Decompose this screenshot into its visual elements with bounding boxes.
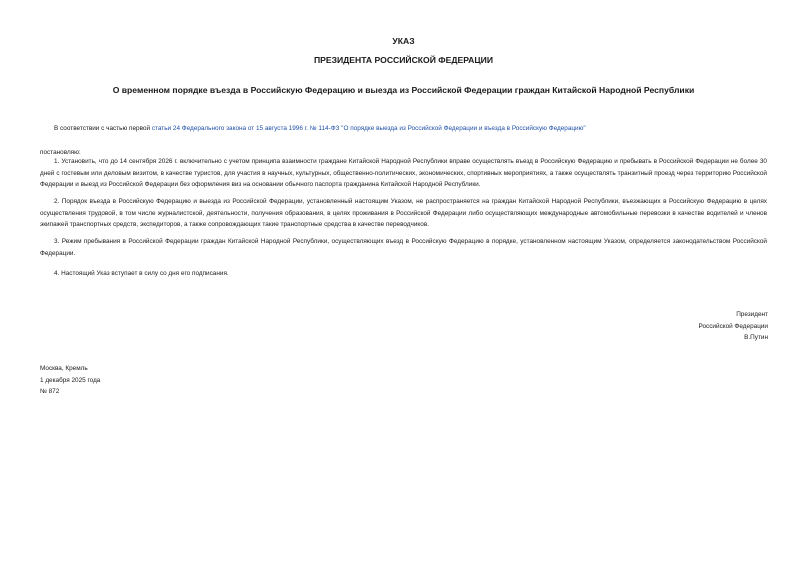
paragraph-3: 3. Режим пребывания в Российской Федерации граждан Китайской Народной Республики, осуществляющих въезд в Российскую Федерацию в порядке, установленном настоящим Указом, определяется законодательством Российской Федерации. [40, 238, 767, 257]
document-issuer: ПРЕЗИДЕНТА РОССИЙСКОЙ ФЕДЕРАЦИИ [313, 55, 494, 65]
paragraph-1: 1. Установить, что до 14 сентября 2026 г. включительно с учетом принципа взаимности граждане Китайской Народной Республики вправе осуществлять въезд в Российскую Федерацию и пребывать в Российской Федерации не более 30 дней с гостевым или деловым визитом, в качестве туристов, для участия в научных, культурных, общественно-политических, экономических, спортивных мероприятиях, а также осуществлять транзитный проезд через территорию Российской Федерации и выезд из Российской Федерации без оформления виз на основании обычного паспорта гражданина Китайской Народной Республики. [40, 158, 767, 189]
paragraph-4: 4. Настоящий Указ вступает в силу со дня его подписания. [54, 270, 229, 277]
signature-title: Президент [736, 311, 768, 318]
signing-place: Москва, Кремль [40, 365, 88, 372]
place-date-block [40, 363, 100, 398]
document-subject: О временном порядке въезда в Российскую Федерацию и выезда из Российской Федерации граждан Китайской Народной Республики [112, 85, 695, 95]
signing-date: 1 декабря 2025 года [40, 376, 101, 384]
resolves-text: постановляю: [40, 149, 81, 156]
signature-name: В.Путин [744, 334, 768, 342]
paragraph-2: 2. Порядок въезда в Российскую Федерацию и выезда из Российской Федерации, установленный настоящим Указом, не распространяется на граждан Китайской Народной Республики, въезжающих в Российскую Федерацию в целях осуществления трудовой, в том числе журналистской, деятельности, получения образования, в целях проживания в Российской Федерации либо осуществляющих международные автомобильные перевозки в качестве водителей и членов экипажей транспортных средств, экспедиторов, а также сопровождающих такие транспортные средства в качестве переводчиков. [40, 198, 767, 229]
signature-org: Российской Федерации [698, 322, 768, 330]
document-heading: УКАЗ [392, 36, 415, 46]
preamble-prefix: В соответствии с частью первой [54, 125, 152, 132]
decree-number: № 872 [40, 388, 60, 396]
signature-block [699, 309, 769, 344]
preamble [40, 123, 767, 135]
law-reference-link[interactable]: статьи 24 Федерального закона от 15 августа 1996 г. № 114-ФЗ "О порядке выезда из Российской Федерации и въезда в Российскую Федерацию" [151, 125, 586, 132]
